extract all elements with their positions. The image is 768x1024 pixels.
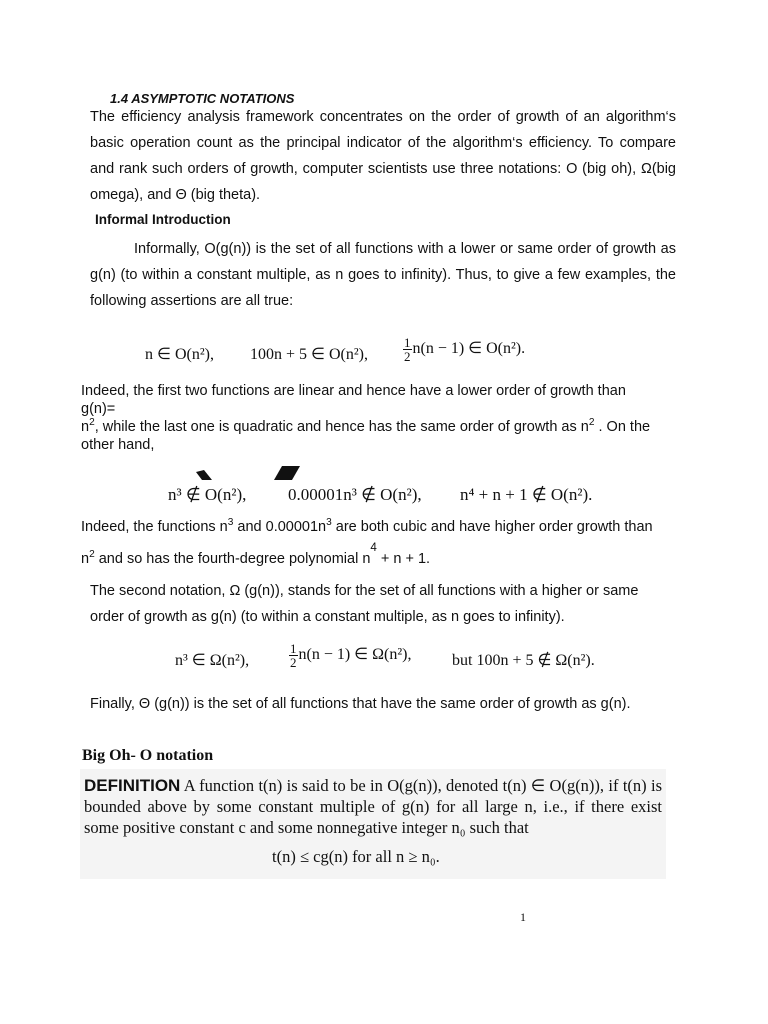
- formula-n3-in-Omega: n³ ∈ Ω(n²),: [175, 652, 250, 669]
- linear-note-line3: $n^2$, while the last one is quadratic and hence has the same order of growth as $n^2$ . On the: [81, 417, 651, 435]
- theta-paragraph: Finally, Θ (g(n)) is the set of all functions that have the same order of growth as g(n).: [90, 696, 631, 712]
- formula-small-n3-notin-O: 0.00001n³ ∉ O(n²),: [288, 485, 422, 504]
- formula-half-n-in-O: $\frac{1}{2}$ n(n − 1) ∈ O(n²).: [404, 335, 526, 364]
- fraction: $\frac{1}{2}$: [290, 641, 297, 670]
- omega-paragraph: The second notation, Ω (g(n)), stands for the set of all functions with a higher or same order of growth as g(n) (to within a constant multiple, as n goes to infinity).: [90, 583, 639, 625]
- informal-paragraph: [90, 236, 676, 314]
- formula-half-n-in-Omega: $\frac{1}{2}$ n(n − 1) ∈ Ω(n²),: [290, 641, 412, 670]
- formula-100n-notin-Omega: but 100n + 5 ∉ Ω(n²).: [452, 652, 595, 669]
- informal-subheading: Informal Introduction: [95, 212, 231, 227]
- scan-mark: [272, 466, 302, 482]
- linear-note-line1: Indeed, the first two functions are linear and hence have a lower order of growth than: [81, 383, 626, 399]
- informal-paragraph-text: Informally, O(g(n)) is the set of all functions with a lower or same order of growth as g(n) (to within a constant multiple, as n goes to infinity). Thus, to give a few examples, the following assertions are all true:: [90, 241, 676, 309]
- cubic-note-line2: $n^2$ and so has the fourth-degree polynomial $n^4 + n + 1$.: [81, 541, 431, 567]
- definition-body: A function t(n) is said to be in O(g(n)), denoted t(n) ∈ O(g(n)), if t(n) is bounded above by some constant multiple of g(n) for all large n, i.e., if there exist some positive constant c and some nonnegative integer n₀ such that: [84, 776, 662, 837]
- linear-note-line4: other hand,: [81, 437, 155, 453]
- bigoh-heading: Big Oh- O notation: [82, 747, 214, 764]
- formula-n-in-O: n ∈ O(n²),: [145, 346, 214, 363]
- definition-label: DEFINITION: [84, 776, 181, 795]
- definition-formula: t(n) ≤ cg(n) for all n ≥ n₀.: [272, 847, 440, 866]
- intro-paragraph: The efficiency analysis framework concentrates on the order of growth of an algorithm‘s basic operation count as the principal indicator of the algorithm‘s efficiency. To compare and rank such orders of growth, computer scientists use three notations: O (big oh), Ω(big omega), and Θ (big theta).: [90, 109, 676, 203]
- section-heading: 1.4 ASYMPTOTIC NOTATIONS: [110, 91, 295, 106]
- definition-box: [80, 769, 666, 879]
- formula-n4-notin-O: n⁴ + n + 1 ∉ O(n²).: [460, 485, 593, 504]
- fraction: $\frac{1}{2}$: [404, 335, 411, 364]
- linear-note-line2: g(n)=: [81, 401, 116, 417]
- definition-text: [84, 775, 662, 838]
- scan-mark: [194, 470, 214, 482]
- linear-note: [81, 382, 701, 454]
- page-number: 1: [520, 910, 526, 924]
- formula-100n-in-O: 100n + 5 ∈ O(n²),: [250, 346, 368, 363]
- cubic-note-line1: Indeed, the functions $n^3$ and $0.00001n^3$ are both cubic and have higher order growth than: [81, 517, 653, 535]
- formula-n3-notin-O: n³ ∉ O(n²),: [168, 485, 247, 504]
